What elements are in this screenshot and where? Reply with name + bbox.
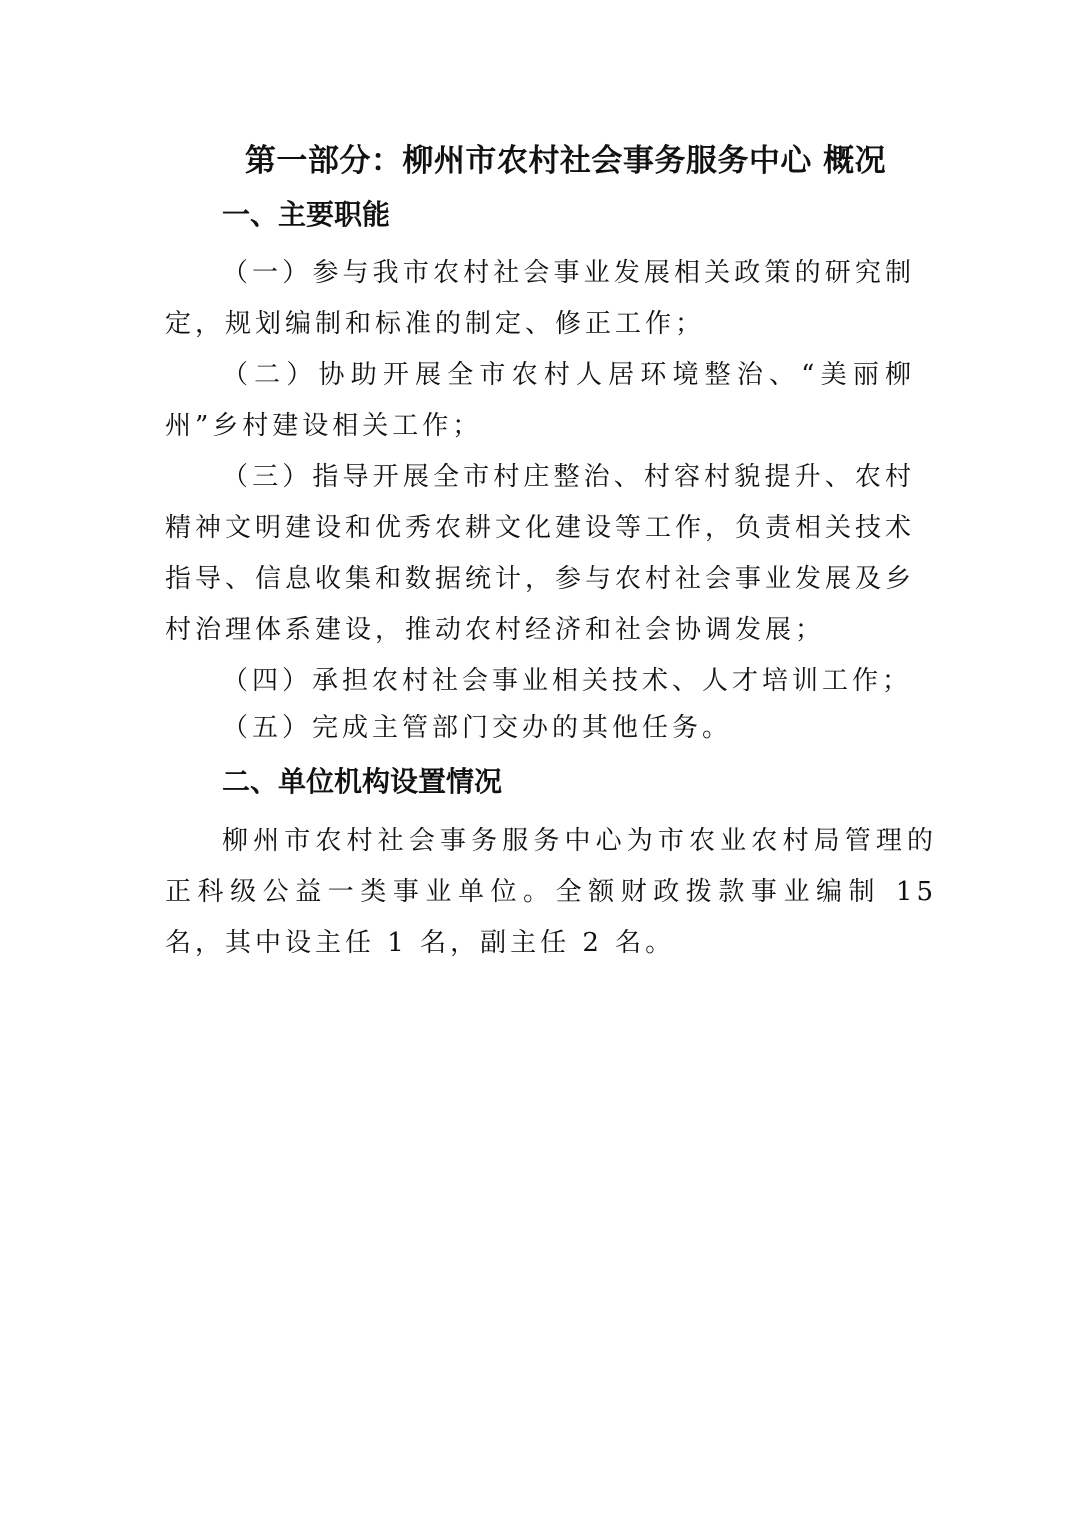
- paragraph-function-2: （二）协助开展全市农村人居环境整治、“美丽柳州”乡村建设相关工作；: [165, 360, 915, 441]
- paragraph-function-5: （五）完成主管部门交办的其他任务。: [222, 713, 733, 743]
- document-title: 第一部分：柳州市农村社会事务服务中心 概况: [244, 143, 887, 179]
- section-heading-organization: 二、单位机构设置情况: [222, 765, 503, 798]
- paragraph-organization: 柳州市农村社会事务服务中心为市农业农村局管理的正科级公益一类事业单位。全额财政拨款事业编制 15 名，其中设主任 1 名，副主任 2 名。: [165, 826, 937, 958]
- paragraph-function-3: （三）指导开展全市村庄整治、村容村貌提升、农村精神文明建设和优秀农耕文化建设等工作，负责相关技术指导、信息收集和数据统计，参与农村社会事业发展及乡村治理体系建设，推动农村经济和社会协调发展；: [165, 462, 916, 645]
- paragraph-function-4: （四）承担农村社会事业相关技术、人才培训工作；: [222, 666, 913, 696]
- paragraph-function-1: （一）参与我市农村社会事业发展相关政策的研究制定，规划编制和标准的制定、修正工作；: [165, 258, 915, 339]
- section-heading-functions: 一、主要职能: [222, 198, 391, 231]
